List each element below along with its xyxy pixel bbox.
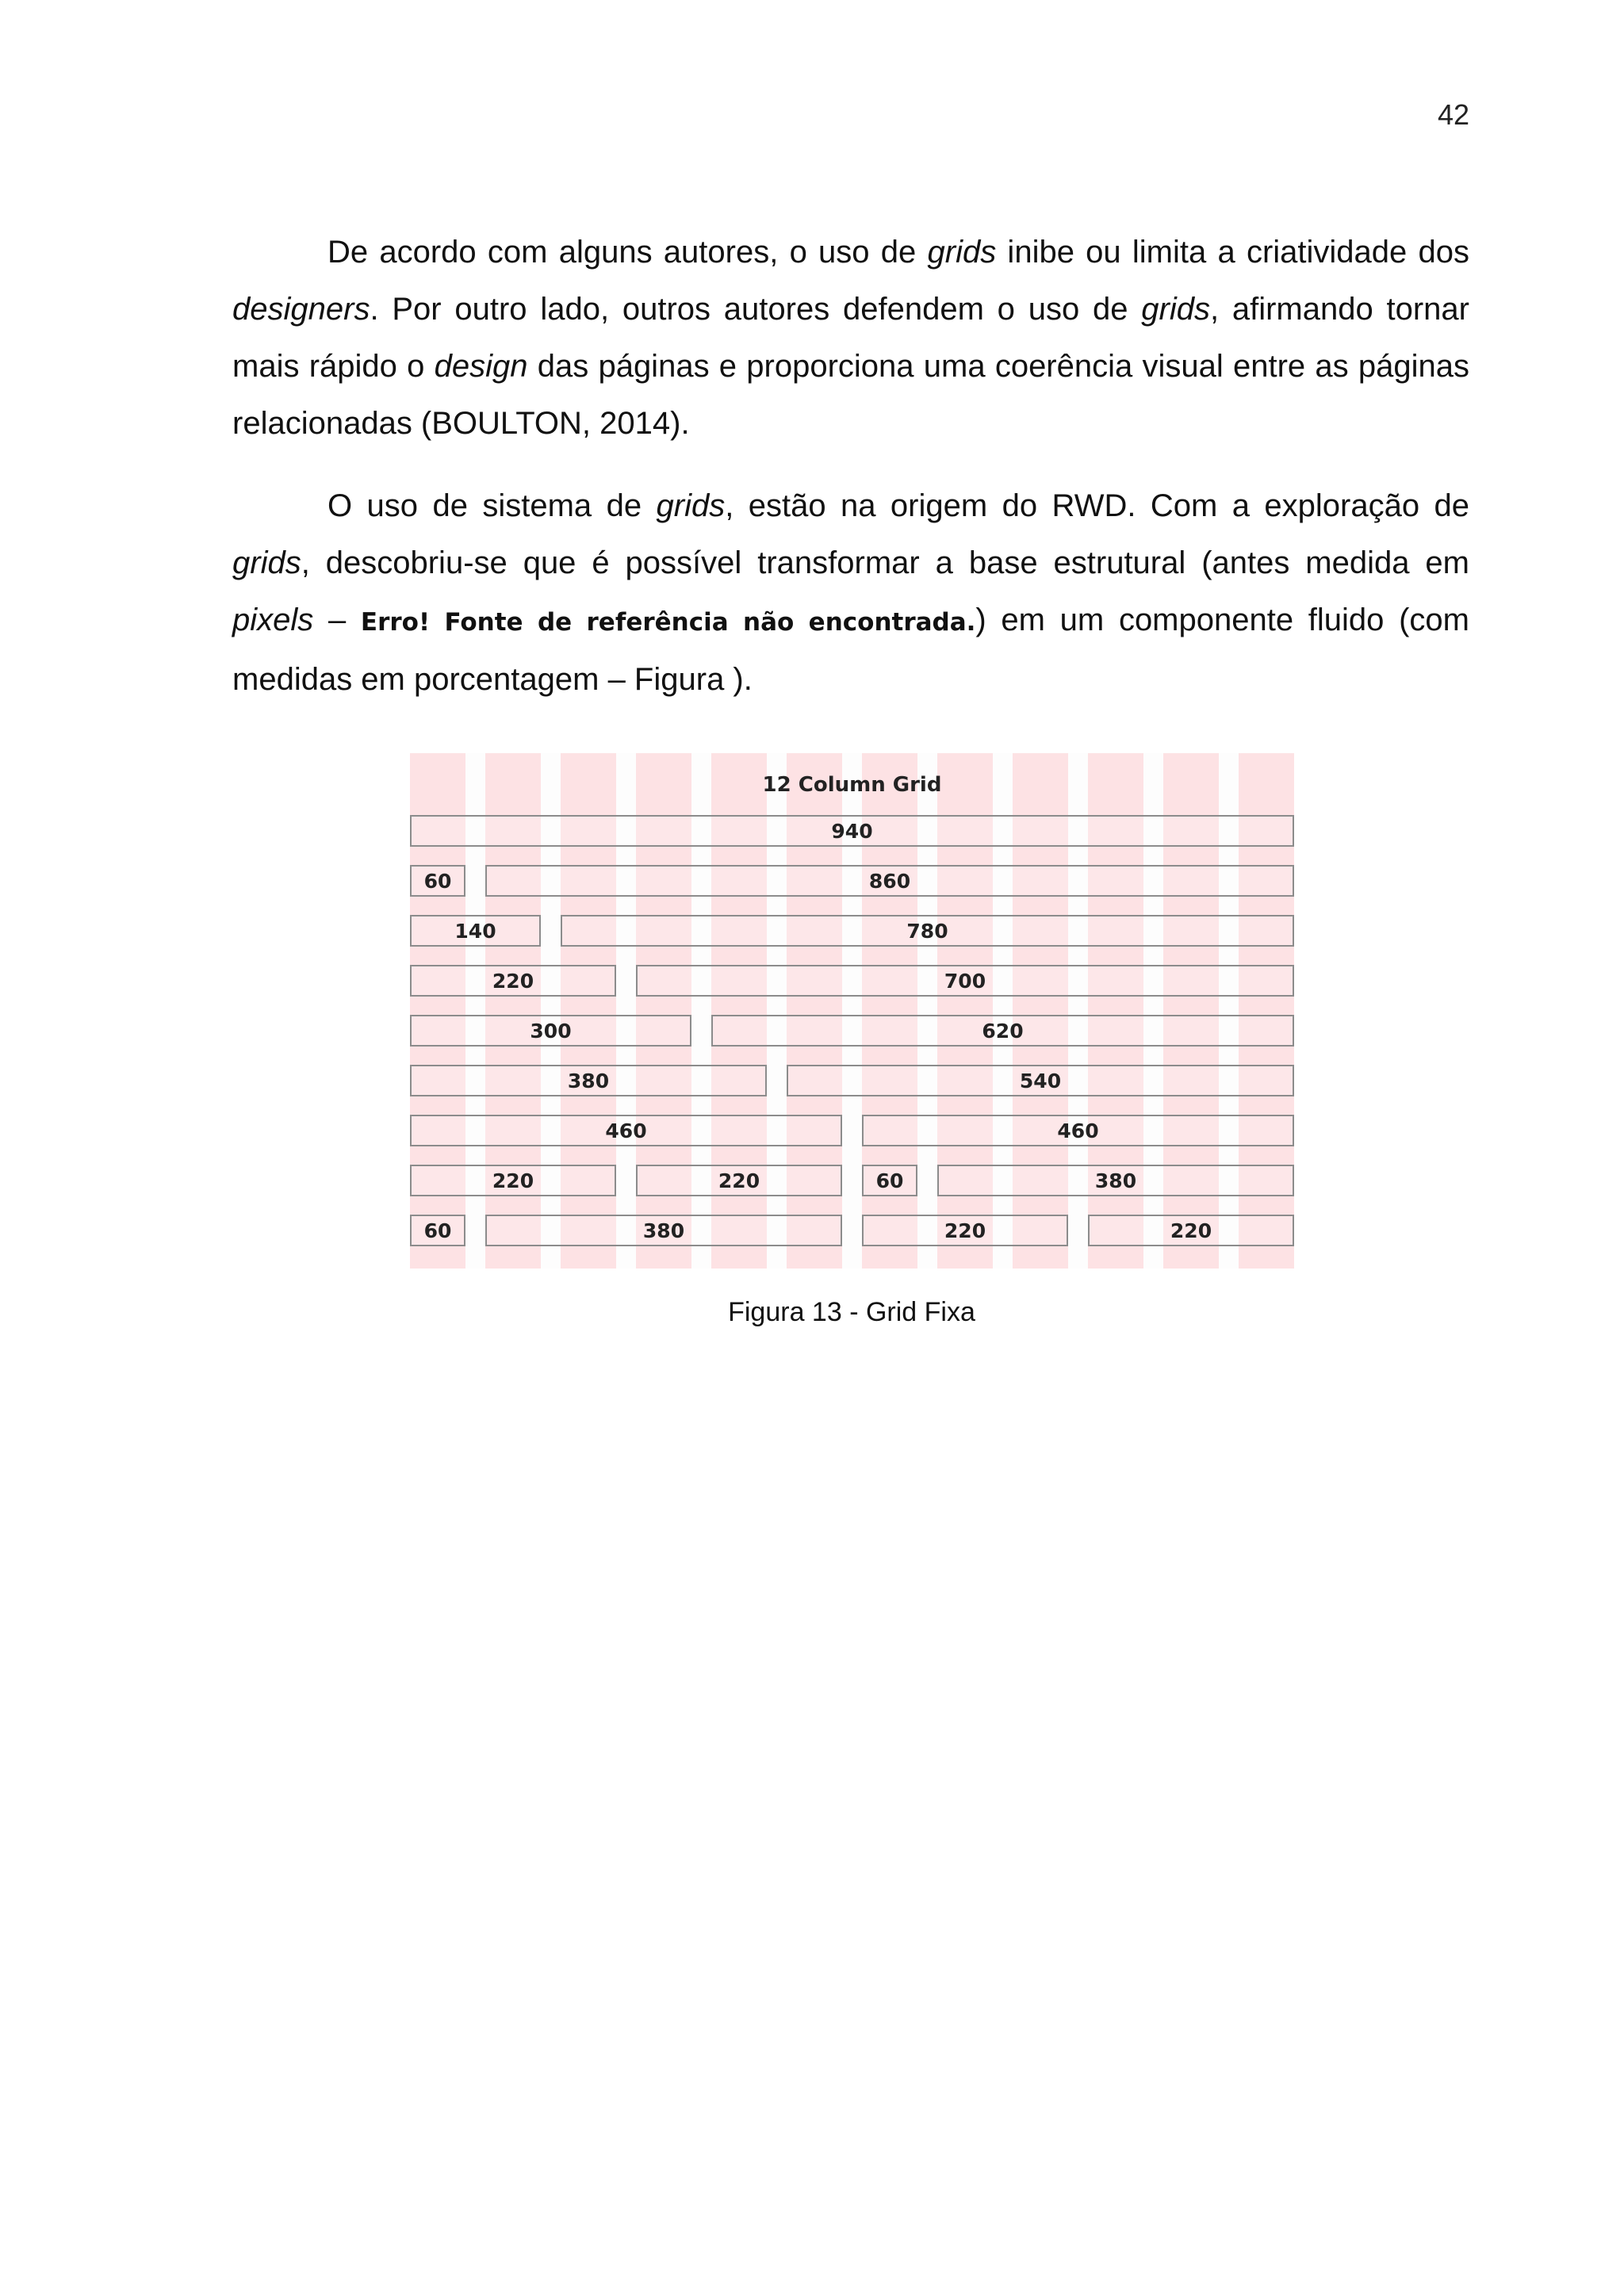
grid-span-box: 380 xyxy=(937,1165,1294,1196)
text-segment: O uso de sistema de xyxy=(327,488,657,523)
grid-figure xyxy=(410,753,1294,1269)
grid-span-box: 380 xyxy=(485,1215,842,1246)
grid-span-box: 300 xyxy=(410,1015,691,1047)
text-segment: De acordo com alguns autores, o uso de xyxy=(327,235,928,270)
italic-term: grids xyxy=(927,235,997,270)
italic-term: grids xyxy=(1141,292,1210,327)
grid-span-box: 220 xyxy=(636,1165,842,1196)
italic-term: design xyxy=(434,349,528,384)
figure-title: 12 Column Grid xyxy=(762,773,942,797)
grid-span-box: 380 xyxy=(410,1065,767,1096)
text-segment: , estão na origem do RWD. Com a exploração de xyxy=(725,488,1470,523)
grid-span-box: 60 xyxy=(862,1165,917,1196)
grid-span-box: 460 xyxy=(862,1115,1294,1146)
grid-span-box: 620 xyxy=(711,1015,1294,1047)
grid-span-box: 220 xyxy=(410,1165,616,1196)
paragraph-1 xyxy=(232,224,1469,452)
paragraph-2 xyxy=(232,477,1469,708)
italic-term: grids xyxy=(232,545,301,580)
text-segment: das páginas e proporciona uma coerência visual entre as páginas relacionadas (BOULTON, 2014). xyxy=(232,349,1469,441)
broken-reference-error: Erro! Fonte de referência não encontrada. xyxy=(360,608,976,637)
grid-span-box: 540 xyxy=(787,1065,1294,1096)
page-number: 42 xyxy=(1437,98,1469,131)
text-segment: ) em um componente fluido (com medidas em porcentagem – Figura ). xyxy=(232,603,1469,697)
grid-span-box: 940 xyxy=(410,815,1294,847)
grid-span-box: 140 xyxy=(410,915,541,947)
grid-span-box: 60 xyxy=(410,865,465,897)
text-segment: inibe ou limita a criatividade dos xyxy=(996,235,1469,270)
text-segment: – xyxy=(313,603,361,637)
italic-term: designers xyxy=(232,292,370,327)
grid-span-box: 460 xyxy=(410,1115,842,1146)
text-segment: . Por outro lado, outros autores defendem o uso de xyxy=(370,292,1142,327)
grid-span-box: 220 xyxy=(1088,1215,1294,1246)
grid-span-box: 860 xyxy=(485,865,1294,897)
grid-span-box: 700 xyxy=(636,965,1294,997)
grid-span-box: 60 xyxy=(410,1215,465,1246)
text-segment: , descobriu-se que é possível transformar a base estrutural (antes medida em xyxy=(301,545,1469,580)
grid-span-box: 220 xyxy=(862,1215,1068,1246)
italic-term: grids xyxy=(656,488,726,523)
text-segment: , afirmando tornar mais rápido o xyxy=(232,292,1469,384)
grid-span-box: 780 xyxy=(561,915,1294,947)
grid-span-box: 220 xyxy=(410,965,616,997)
italic-term: pixels xyxy=(232,603,314,637)
figure-caption: Figura 13 - Grid Fixa xyxy=(728,1297,975,1327)
